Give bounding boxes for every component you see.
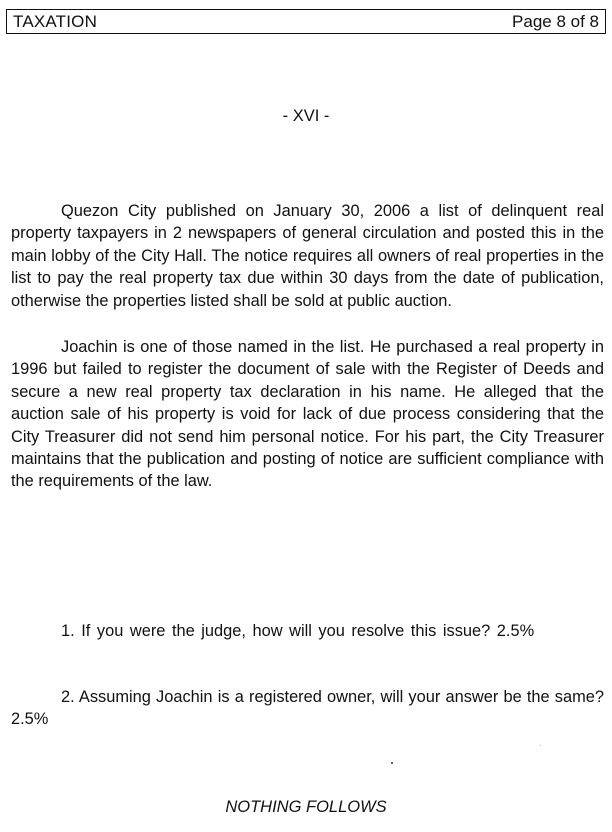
page-header <box>6 9 606 34</box>
fact-paragraph-2: Joachin is one of those named in the list. He purchased a real property in 1996 but failed to register the document of sale with the Register of Deeds and secure a new real property tax declaration in his name. He alleged that the auction sale of his property is void for lack of due process considering that the City Treasurer did not send him personal notice. For his part, the City Treasurer maintains that the publication and posting of notice are sufficient compliance with the requirements of the law. <box>11 338 604 491</box>
page-number: Page 8 of 8 <box>512 12 599 31</box>
section-number: - XVI - <box>282 107 330 125</box>
subject-title: TAXATION <box>13 12 98 31</box>
end-marker: NOTHING FOLLOWS <box>225 798 387 816</box>
question-1: 1. If you were the judge, how will you resolve this issue? 2.5% <box>61 622 535 640</box>
scan-speck <box>540 745 541 746</box>
fact-paragraph-1: Quezon City published on January 30, 2006 a list of delinquent real property taxpayers in 2 newspapers of general circulation and posted this in the main lobby of the City Hall. The notice requires all owners of real properties in the list to pay the real property tax due within 30 days from the date of publication, otherwise the properties listed shall be sold at public auction. <box>11 202 604 310</box>
scan-speck <box>391 762 393 764</box>
question-2: 2. Assuming Joachin is a registered owner, will your answer be the same? 2.5% <box>11 688 604 729</box>
